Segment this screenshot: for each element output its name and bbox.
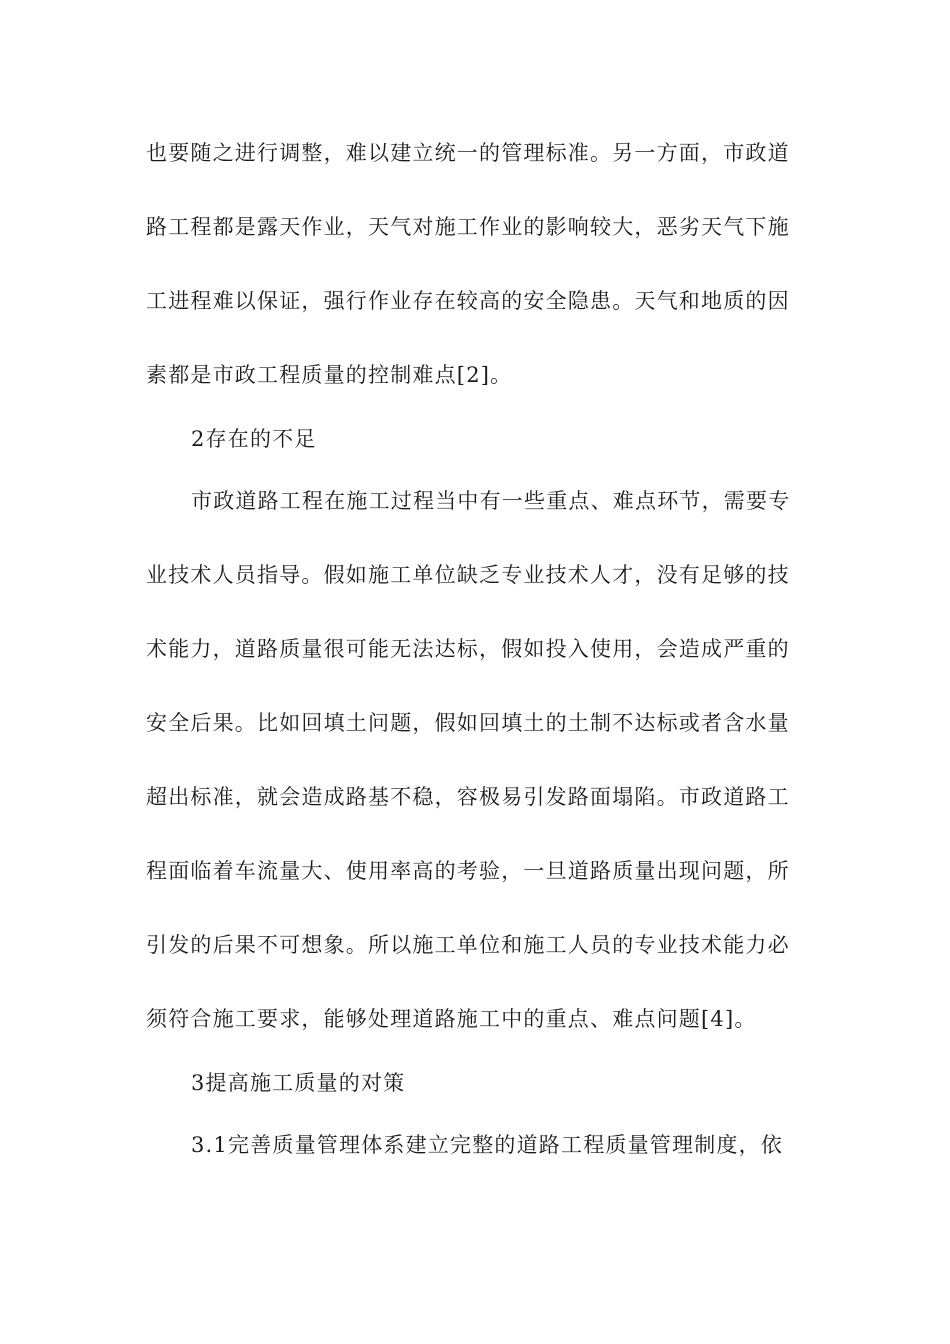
paragraph-line: 路工程都是露天作业，天气对施工作业的影响较大，恶劣天气下施 bbox=[146, 215, 790, 239]
paragraph-line: 引发的后果不可想象。所以施工单位和施工人员的专业技术能力必 bbox=[146, 933, 790, 957]
paragraph-line: 业技术人员指导。假如施工单位缺乏专业技术人才，没有足够的技 bbox=[146, 563, 790, 587]
section-heading: 3提高施工质量的对策 bbox=[191, 1071, 406, 1095]
paragraph-line: 工进程难以保证，强行作业存在较高的安全隐患。天气和地质的因 bbox=[146, 289, 790, 313]
subsection-line: 3.1完善质量管理体系建立完整的道路工程质量管理制度，依 bbox=[191, 1133, 783, 1157]
paragraph-line: 市政道路工程在施工过程当中有一些重点、难点环节，需要专 bbox=[191, 489, 791, 513]
paragraph-line: 超出标准，就会造成路基不稳，容极易引发路面塌陷。市政道路工 bbox=[146, 785, 790, 809]
paragraph-line: 须符合施工要求，能够处理道路施工中的重点、难点问题[4]。 bbox=[146, 1007, 757, 1031]
paragraph-line: 程面临着车流量大、使用率高的考验，一旦道路质量出现问题，所 bbox=[146, 859, 790, 883]
paragraph-line: 安全后果。比如回填土问题，假如回填土的土制不达标或者含水量 bbox=[146, 711, 790, 735]
section-heading: 2存在的不足 bbox=[191, 427, 317, 451]
paragraph-line: 素都是市政工程质量的控制难点[2]。 bbox=[146, 363, 513, 387]
paragraph-line: 术能力，道路质量很可能无法达标，假如投入使用，会造成严重的 bbox=[146, 637, 790, 661]
paragraph-line: 也要随之进行调整，难以建立统一的管理标准。另一方面，市政道 bbox=[146, 141, 790, 165]
